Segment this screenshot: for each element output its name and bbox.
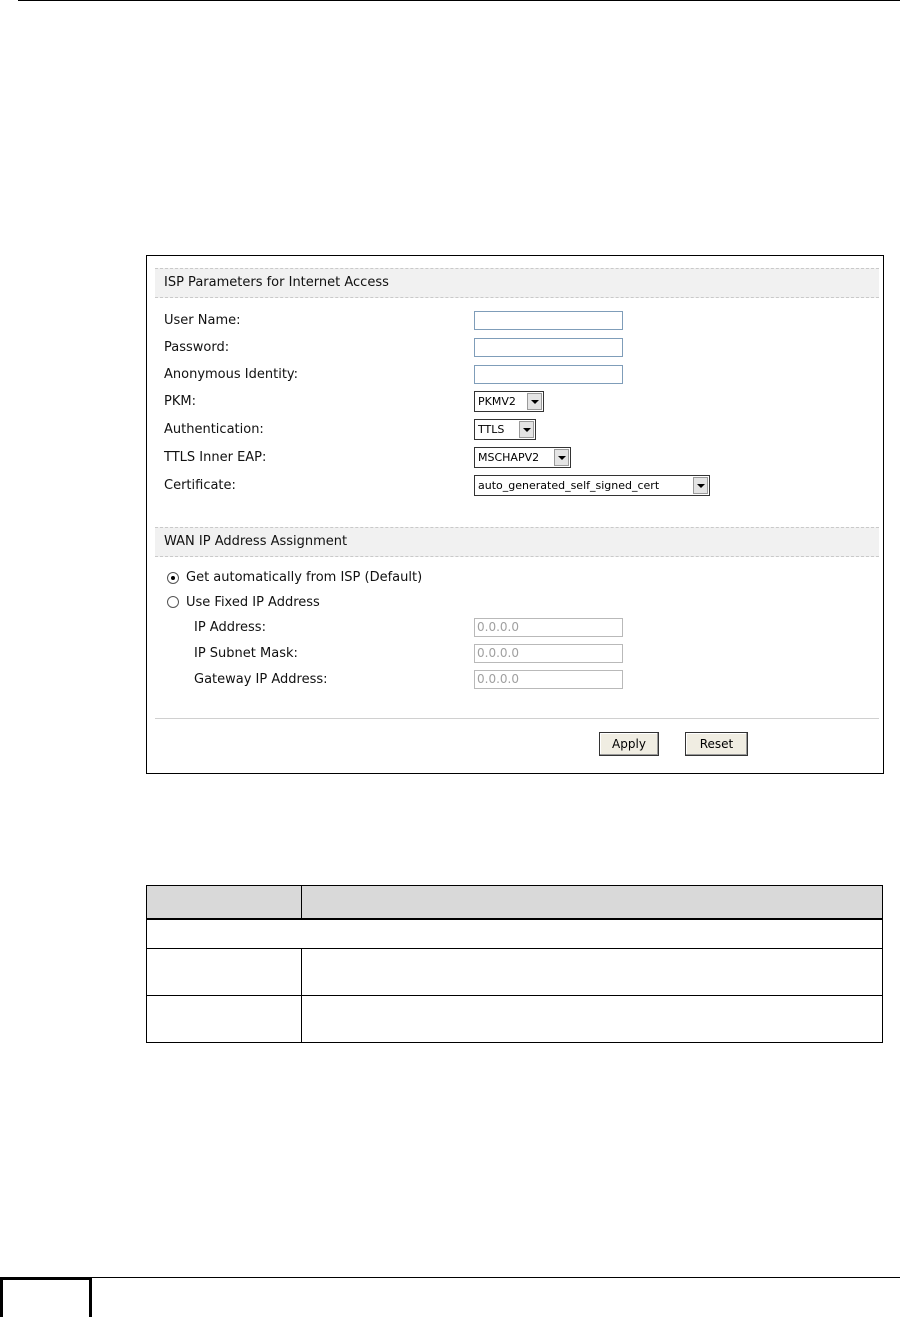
chevron-down-icon [554,449,569,466]
radio-auto-ip-label: Get automatically from ISP (Default) [186,570,423,585]
chevron-down-icon [693,477,708,494]
ttls-inner-eap-select-value: MSCHAPV2 [478,451,540,464]
page-number-box [0,1277,92,1317]
apply-button[interactable]: Apply [599,732,659,756]
user-name-input[interactable] [474,311,623,330]
isp-section-header: ISP Parameters for Internet Access [155,268,879,298]
anonymous-identity-label: Anonymous Identity: [164,367,299,382]
subnet-mask-input[interactable]: 0.0.0.0 [474,644,623,663]
authentication-select[interactable] [474,419,536,440]
user-name-label: User Name: [164,313,241,328]
radio-auto-ip[interactable] [167,572,179,584]
password-label: Password: [164,340,230,355]
footer-rule [90,1277,900,1278]
radio-fixed-ip-label: Use Fixed IP Address [186,595,320,610]
table-header-row [147,886,883,920]
table-cell-description [302,996,883,1043]
table-section-cell [147,919,883,949]
gateway-ip-label: Gateway IP Address: [194,672,328,687]
field-description-table [146,885,883,1043]
table-header-description [302,886,883,920]
reset-button[interactable]: Reset [685,732,748,756]
pkm-label: PKM: [164,394,196,409]
anonymous-identity-input[interactable] [474,365,623,384]
table-cell-label [147,996,302,1043]
ip-address-input[interactable]: 0.0.0.0 [474,618,623,637]
ttls-inner-eap-select[interactable] [474,447,571,468]
subnet-mask-label: IP Subnet Mask: [194,646,298,661]
ttls-inner-eap-label: TTLS Inner EAP: [164,450,267,465]
table-cell-label [147,949,302,996]
chevron-down-icon [519,421,534,438]
table-header-label [147,886,302,920]
table-section-row [147,919,883,949]
gateway-ip-input[interactable]: 0.0.0.0 [474,670,623,689]
radio-fixed-ip[interactable] [167,596,179,608]
certificate-label: Certificate: [164,478,236,493]
table-cell-description [302,949,883,996]
authentication-select-value: TTLS [478,423,505,436]
ip-address-label: IP Address: [194,620,266,635]
certificate-select[interactable] [474,475,710,496]
pkm-select[interactable] [474,391,544,412]
table-row [147,996,883,1043]
password-input[interactable] [474,338,623,357]
pkm-select-value: PKMV2 [478,395,516,408]
certificate-select-value: auto_generated_self_signed_cert [478,479,660,492]
chevron-down-icon [527,393,542,410]
wan-section-header: WAN IP Address Assignment [155,527,879,557]
table-row [147,949,883,996]
authentication-label: Authentication: [164,422,264,437]
buttons-divider [155,718,879,719]
wan-settings-screenshot [146,255,884,774]
header-rule [18,0,900,1]
